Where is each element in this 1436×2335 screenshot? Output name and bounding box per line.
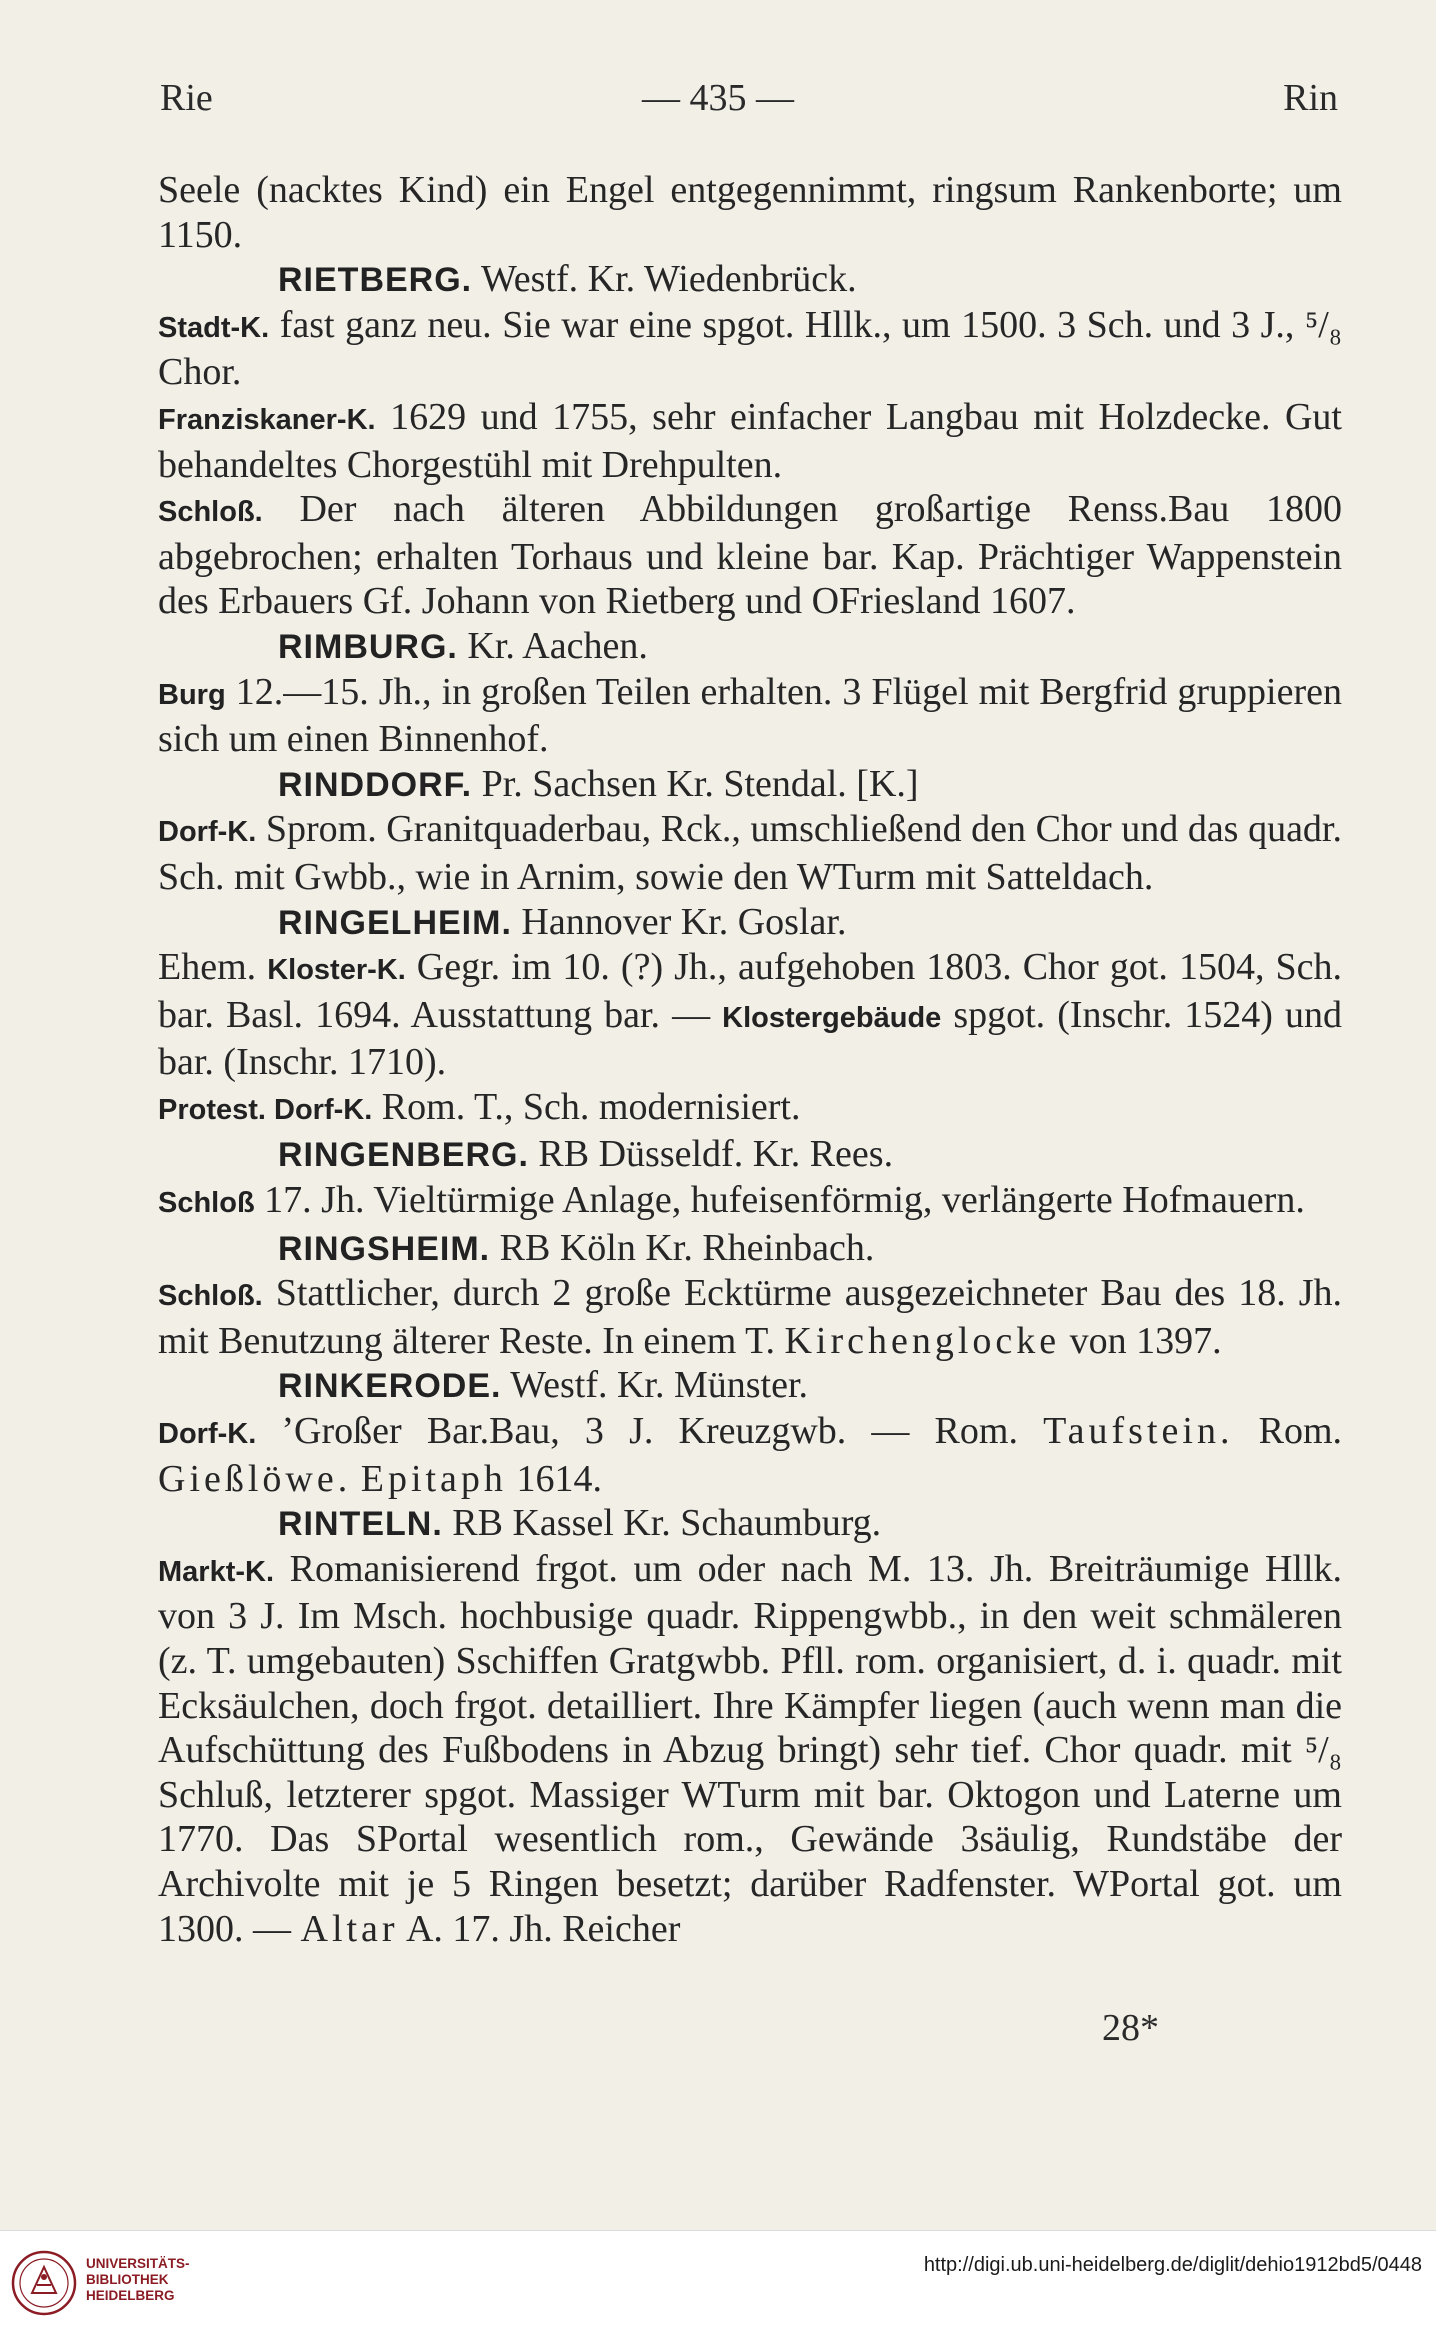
spaced-term: Kirchenglocke [784,1319,1061,1362]
text-run: Der nach älteren Abbildungen großartige Renss.Bau 1800 abgebrochen; erhalten Torhaus und kleine bar. Kap. Prächtiger Wappenstein des Erbauers Gf. Johann von Rietberg und OFriesland 1607. [158,488,1342,623]
text-run: RB Kassel Kr. Schaumburg. [442,1502,882,1545]
place-name: RINGSHEIM. [278,1229,491,1268]
spaced-term: Epitaph [360,1457,507,1500]
place-heading [158,762,1342,808]
spaced-term: Gießlöwe. [158,1457,352,1500]
text-paragraph [158,945,1342,1085]
place-name: RIMBURG. [278,627,458,666]
keyword: Kloster-K. [267,954,406,987]
keyword: Franziskaner-K. [158,403,376,436]
place-name: RINTELN. [278,1505,443,1544]
text-run: Pr. Sachsen Kr. Stendal. [K.] [472,762,919,805]
keyword: Schloß. [158,496,263,529]
text-run: Rom. T., Sch. modernisiert. [372,1085,801,1128]
text-run: 17. Jh. Vieltürmige Anlage, hufeisenförmig, verlängerte Hofmauern. [254,1179,1305,1222]
text-run: fast ganz neu. Sie war eine spgot. Hllk., um 1500. 3 Sch. und 3 J., ⁵/₈ Chor. [158,303,1342,394]
logo-line: UNIVERSITÄTS- [86,2256,190,2271]
text-paragraph [158,1271,1342,1363]
text-run: Westf. Kr. Wiedenbrück. [472,258,857,301]
spaced-term: Taufstein. [1043,1410,1234,1453]
running-head-right: Rin [1283,77,1338,119]
text-paragraph [158,1547,1342,1951]
text-run: RB Köln Kr. Rheinbach. [490,1226,875,1269]
place-heading [158,624,1342,670]
keyword: Burg [158,678,226,711]
text-run: Ehem. [158,946,268,989]
keyword: Stadt-K. [158,311,270,344]
text-run: A. 17. Jh. Reicher [398,1907,681,1950]
text-run: Kr. Aachen. [457,624,648,667]
text-paragraph [158,168,1342,257]
university-seal-icon [10,2249,78,2317]
text-run: 1629 und 1755, sehr einfacher Langbau mit Holzdecke. Gut behandeltes Chorgestühl mit Drehpulten. [158,395,1342,486]
text-run: Gegr. im 10. (?) Jh., aufgehoben 1803. Chor got. 1504, Sch. bar. Basl. 1694. Ausstattung bar. — [158,946,1342,1036]
text-run: Westf. Kr. Münster. [501,1364,809,1407]
text-paragraph [158,670,1342,762]
keyword: Protest. Dorf-K. [158,1093,373,1126]
keyword: Schloß. [158,1280,263,1313]
place-heading [158,1226,1342,1272]
text-run: Hannover Kr. Goslar. [511,900,847,943]
text-run: Stattlicher, durch 2 große Ecktürme ausgezeichneter Bau des 18. Jh. mit Benutzung älterer Reste. In einem T. [158,1272,1342,1362]
text-run: Romanisierend frgot. um oder nach M. 13. Jh. Breiträumige Hllk. von 3 J. Im Msch. hochbusige quadr. Rippengwbb., in den weit schmäleren (z. T. umgebauten) Sschiffen Gratgwbb. Pfll. rom. organisiert, d. i. quadr. mit Ecksäulchen, doch frgot. detailliert. Ihre Kämpfer liegen (auch wenn man die Aufschüttung des Fußbodens in Abzug bringt) sehr tief. Chor quadr. mit ⁵/₈ Schluß, letzterer spgot. Massiger WTurm mit bar. Oktogon und Laterne um 1770. Das SPortal wesentlich rom., Gewände 3säulig, Rundstäbe der Archivolte mit je 5 Ringen besetzt; darüber Radfenster. WPortal got. um 1300. — [158,1547,1342,1950]
text-run: von 1397. [1060,1319,1222,1362]
text-paragraph [158,1409,1342,1501]
text-run: 1614. [506,1457,602,1500]
library-logo[interactable] [86,2256,190,2304]
place-name: RINGENBERG. [278,1136,529,1175]
keyword: Klostergebäude [722,1001,942,1034]
text-paragraph [158,1085,1342,1133]
text-run: Seele (nacktes Kind) ein Engel entgegennimmt, ringsum Rankenborte; um 1150. [158,169,1342,256]
keyword: Schloß [158,1187,255,1220]
text-run: spgot. (Inschr. 1524) und bar. (Inschr. 1710). [158,993,1342,1084]
text-paragraph [158,303,1342,395]
place-heading [158,1501,1342,1547]
keyword: Dorf-K. [158,816,257,849]
text-run: ʼGroßer Bar.Bau, 3 J. Kreuzgwb. — Rom. [256,1410,1044,1453]
text-run: Rom. [1233,1410,1342,1453]
spaced-term: Altar [300,1907,399,1950]
place-heading [158,1132,1342,1178]
permalink-url[interactable]: http://digi.ub.uni-heidelberg.de/diglit/dehio1912bd5/0448 [923,2254,1422,2276]
text-paragraph [158,395,1342,487]
footer-bar [0,2230,1436,2335]
signature-mark: 28* [1102,2007,1159,2049]
place-name: RIETBERG. [278,261,473,300]
text-run: Sprom. Granitquaderbau, Rck., umschließend den Chor und das quadr. Sch. mit Gwbb., wie in Arnim, sowie den WTurm mit Satteldach. [158,808,1342,898]
text-paragraph [158,487,1342,624]
place-heading [158,900,1342,946]
place-name: RINKERODE. [278,1367,502,1406]
keyword: Dorf-K. [158,1418,257,1451]
running-head-left: Rie [160,77,213,119]
place-heading [158,1363,1342,1409]
body-text [158,168,1342,1951]
text-run: 12.—15. Jh., in großen Teilen erhalten. 3 Flügel mit Bergfrid gruppieren sich um einen Binnenhof. [158,670,1342,761]
logo-line: HEIDELBERG [86,2288,175,2303]
text-run [351,1458,361,1500]
keyword: Markt-K. [158,1555,275,1588]
page-number: — 435 — [642,77,794,119]
text-paragraph [158,807,1342,899]
logo-line: BIBLIOTHEK [86,2272,169,2287]
text-run: RB Düsseldf. Kr. Rees. [528,1133,894,1176]
place-heading [158,257,1342,303]
text-paragraph [158,1178,1342,1226]
place-name: RINGELHEIM. [278,903,512,942]
place-name: RINDDORF. [278,765,473,804]
